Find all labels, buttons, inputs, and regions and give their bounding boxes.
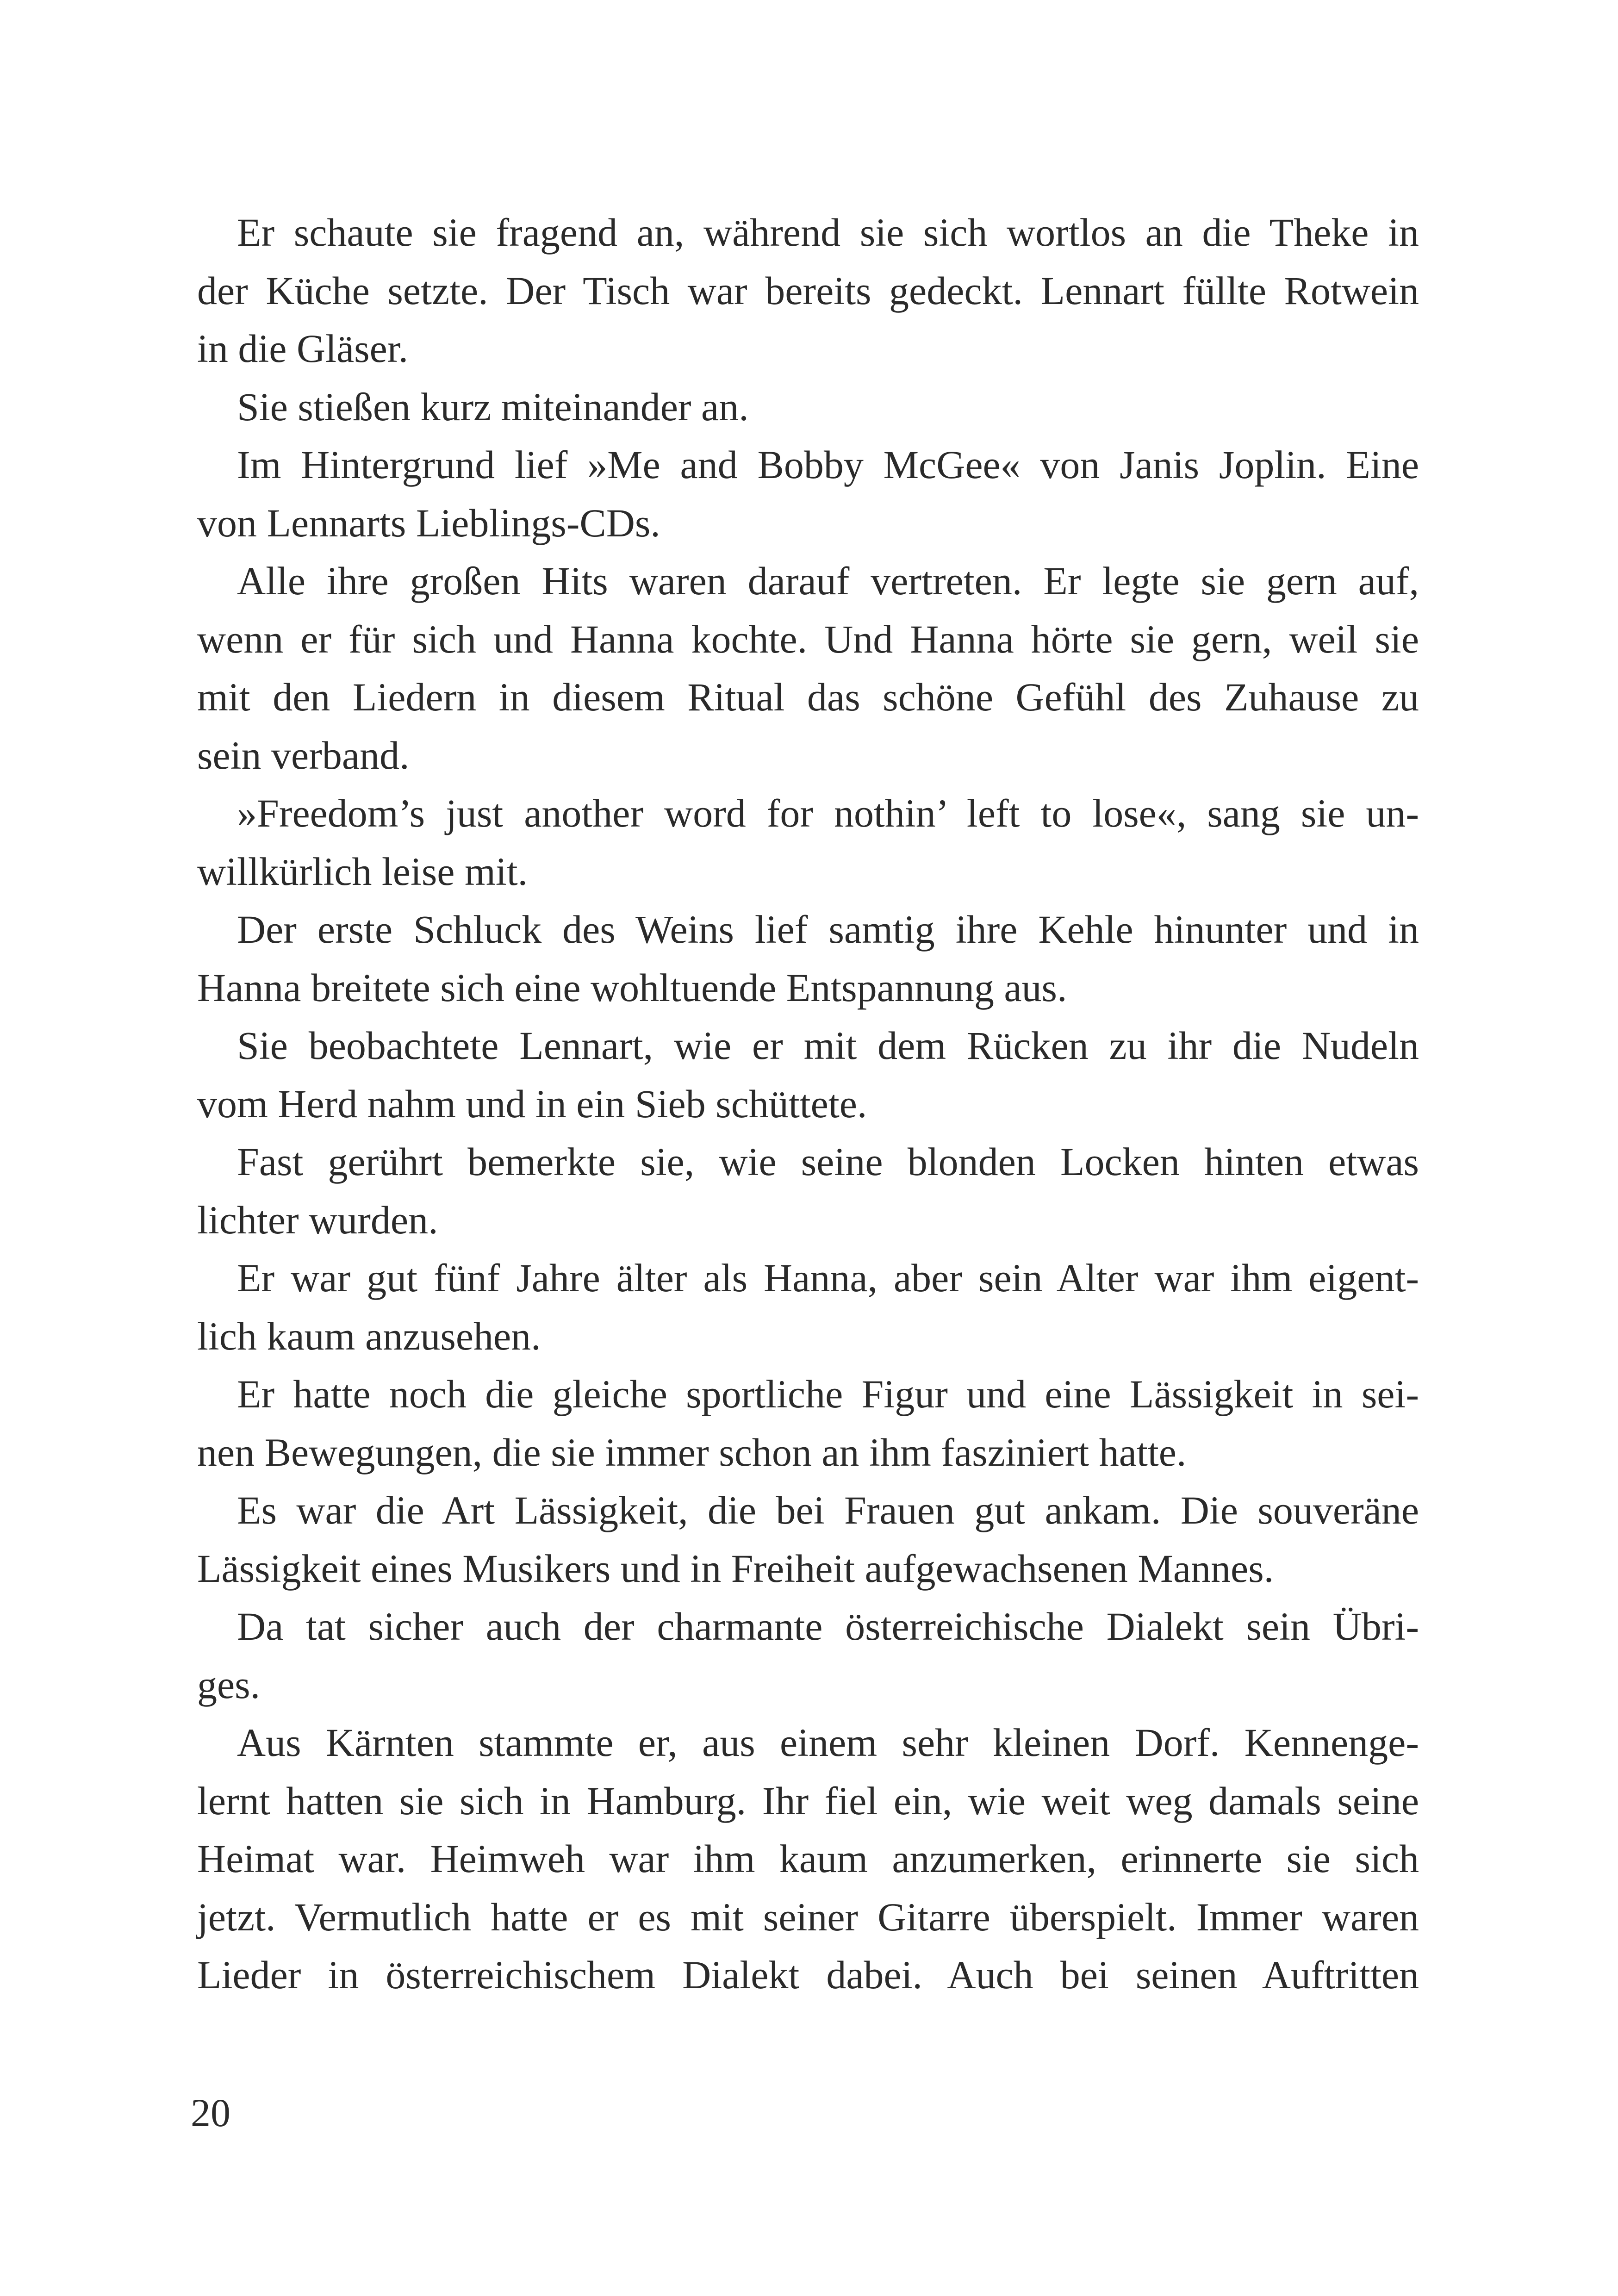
text-line: lich kaum anzusehen. — [197, 1313, 541, 1358]
text-line: Der erste Schluck des Weins lief samtig ihre Kehle hinunter und in — [237, 907, 1419, 952]
text-line: von Lennarts Lieblings-CDs. — [197, 500, 660, 545]
page-number: 20 — [191, 2091, 230, 2135]
text-line: sein verband. — [197, 733, 410, 778]
text-line: »Freedom’s just another word for nothin’ left to lose«, sang sie un- — [237, 791, 1419, 835]
text-line: Er schaute sie fragend an, während sie sich wortlos an die Theke in — [237, 210, 1419, 255]
text-line: jetzt. Vermutlich hatte er es mit seiner Gitarre überspielt. Immer waren — [197, 1894, 1419, 1939]
text-line: Es war die Art Lässigkeit, die bei Frauen gut ankam. Die souveräne — [237, 1488, 1419, 1532]
text-line: in die Gläser. — [197, 326, 409, 371]
text-line: Sie stießen kurz miteinander an. — [237, 384, 749, 429]
text-line: Er hatte noch die gleiche sportliche Figur und eine Lässigkeit in sei- — [237, 1372, 1419, 1416]
text-line: Im Hintergrund lief »Me and Bobby McGee« von Janis Joplin. Eine — [237, 442, 1419, 487]
text-line: Sie beobachtete Lennart, wie er mit dem Rücken zu ihr die Nudeln — [237, 1023, 1419, 1068]
text-line: vom Herd nahm und in ein Sieb schüttete. — [197, 1081, 867, 1126]
text-line: Hanna breitete sich eine wohltuende Entspannung aus. — [197, 965, 1067, 1010]
text-line: lichter wurden. — [197, 1197, 438, 1242]
text-line: Lieder in österreichischem Dialekt dabei. Auch bei seinen Auftritten — [197, 1953, 1419, 1997]
text-line: Lässigkeit eines Musikers und in Freiheit aufgewachsenen Mannes. — [197, 1546, 1274, 1591]
text-line: Fast gerührt bemerkte sie, wie seine blonden Locken hinten etwas — [237, 1139, 1419, 1184]
text-line: wenn er für sich und Hanna kochte. Und Hanna hörte sie gern, weil sie — [197, 616, 1419, 661]
text-line: Da tat sicher auch der charmante österreichische Dialekt sein Übri- — [237, 1604, 1419, 1649]
text-line: Alle ihre großen Hits waren darauf vertreten. Er legte sie gern auf, — [237, 559, 1419, 603]
text-line: Er war gut fünf Jahre älter als Hanna, aber sein Alter war ihm eigent- — [237, 1256, 1419, 1300]
text-line: mit den Liedern in diesem Ritual das schöne Gefühl des Zuhause zu — [197, 675, 1419, 719]
text-line: Heimat war. Heimweh war ihm kaum anzumerken, erinnerte sie sich — [197, 1836, 1419, 1881]
text-line: nen Bewegungen, die sie immer schon an ihm fasziniert hatte. — [197, 1430, 1187, 1475]
body-text — [197, 204, 1419, 2004]
text-line: willkürlich leise mit. — [197, 849, 528, 894]
text-line: der Küche setzte. Der Tisch war bereits gedeckt. Lennart füllte Rotwein — [197, 268, 1419, 313]
text-line: lernt hatten sie sich in Hamburg. Ihr fiel ein, wie weit weg damals seine — [197, 1778, 1419, 1823]
text-line: ges. — [197, 1662, 261, 1707]
text-line: Aus Kärnten stammte er, aus einem sehr kleinen Dorf. Kennenge- — [237, 1720, 1419, 1765]
